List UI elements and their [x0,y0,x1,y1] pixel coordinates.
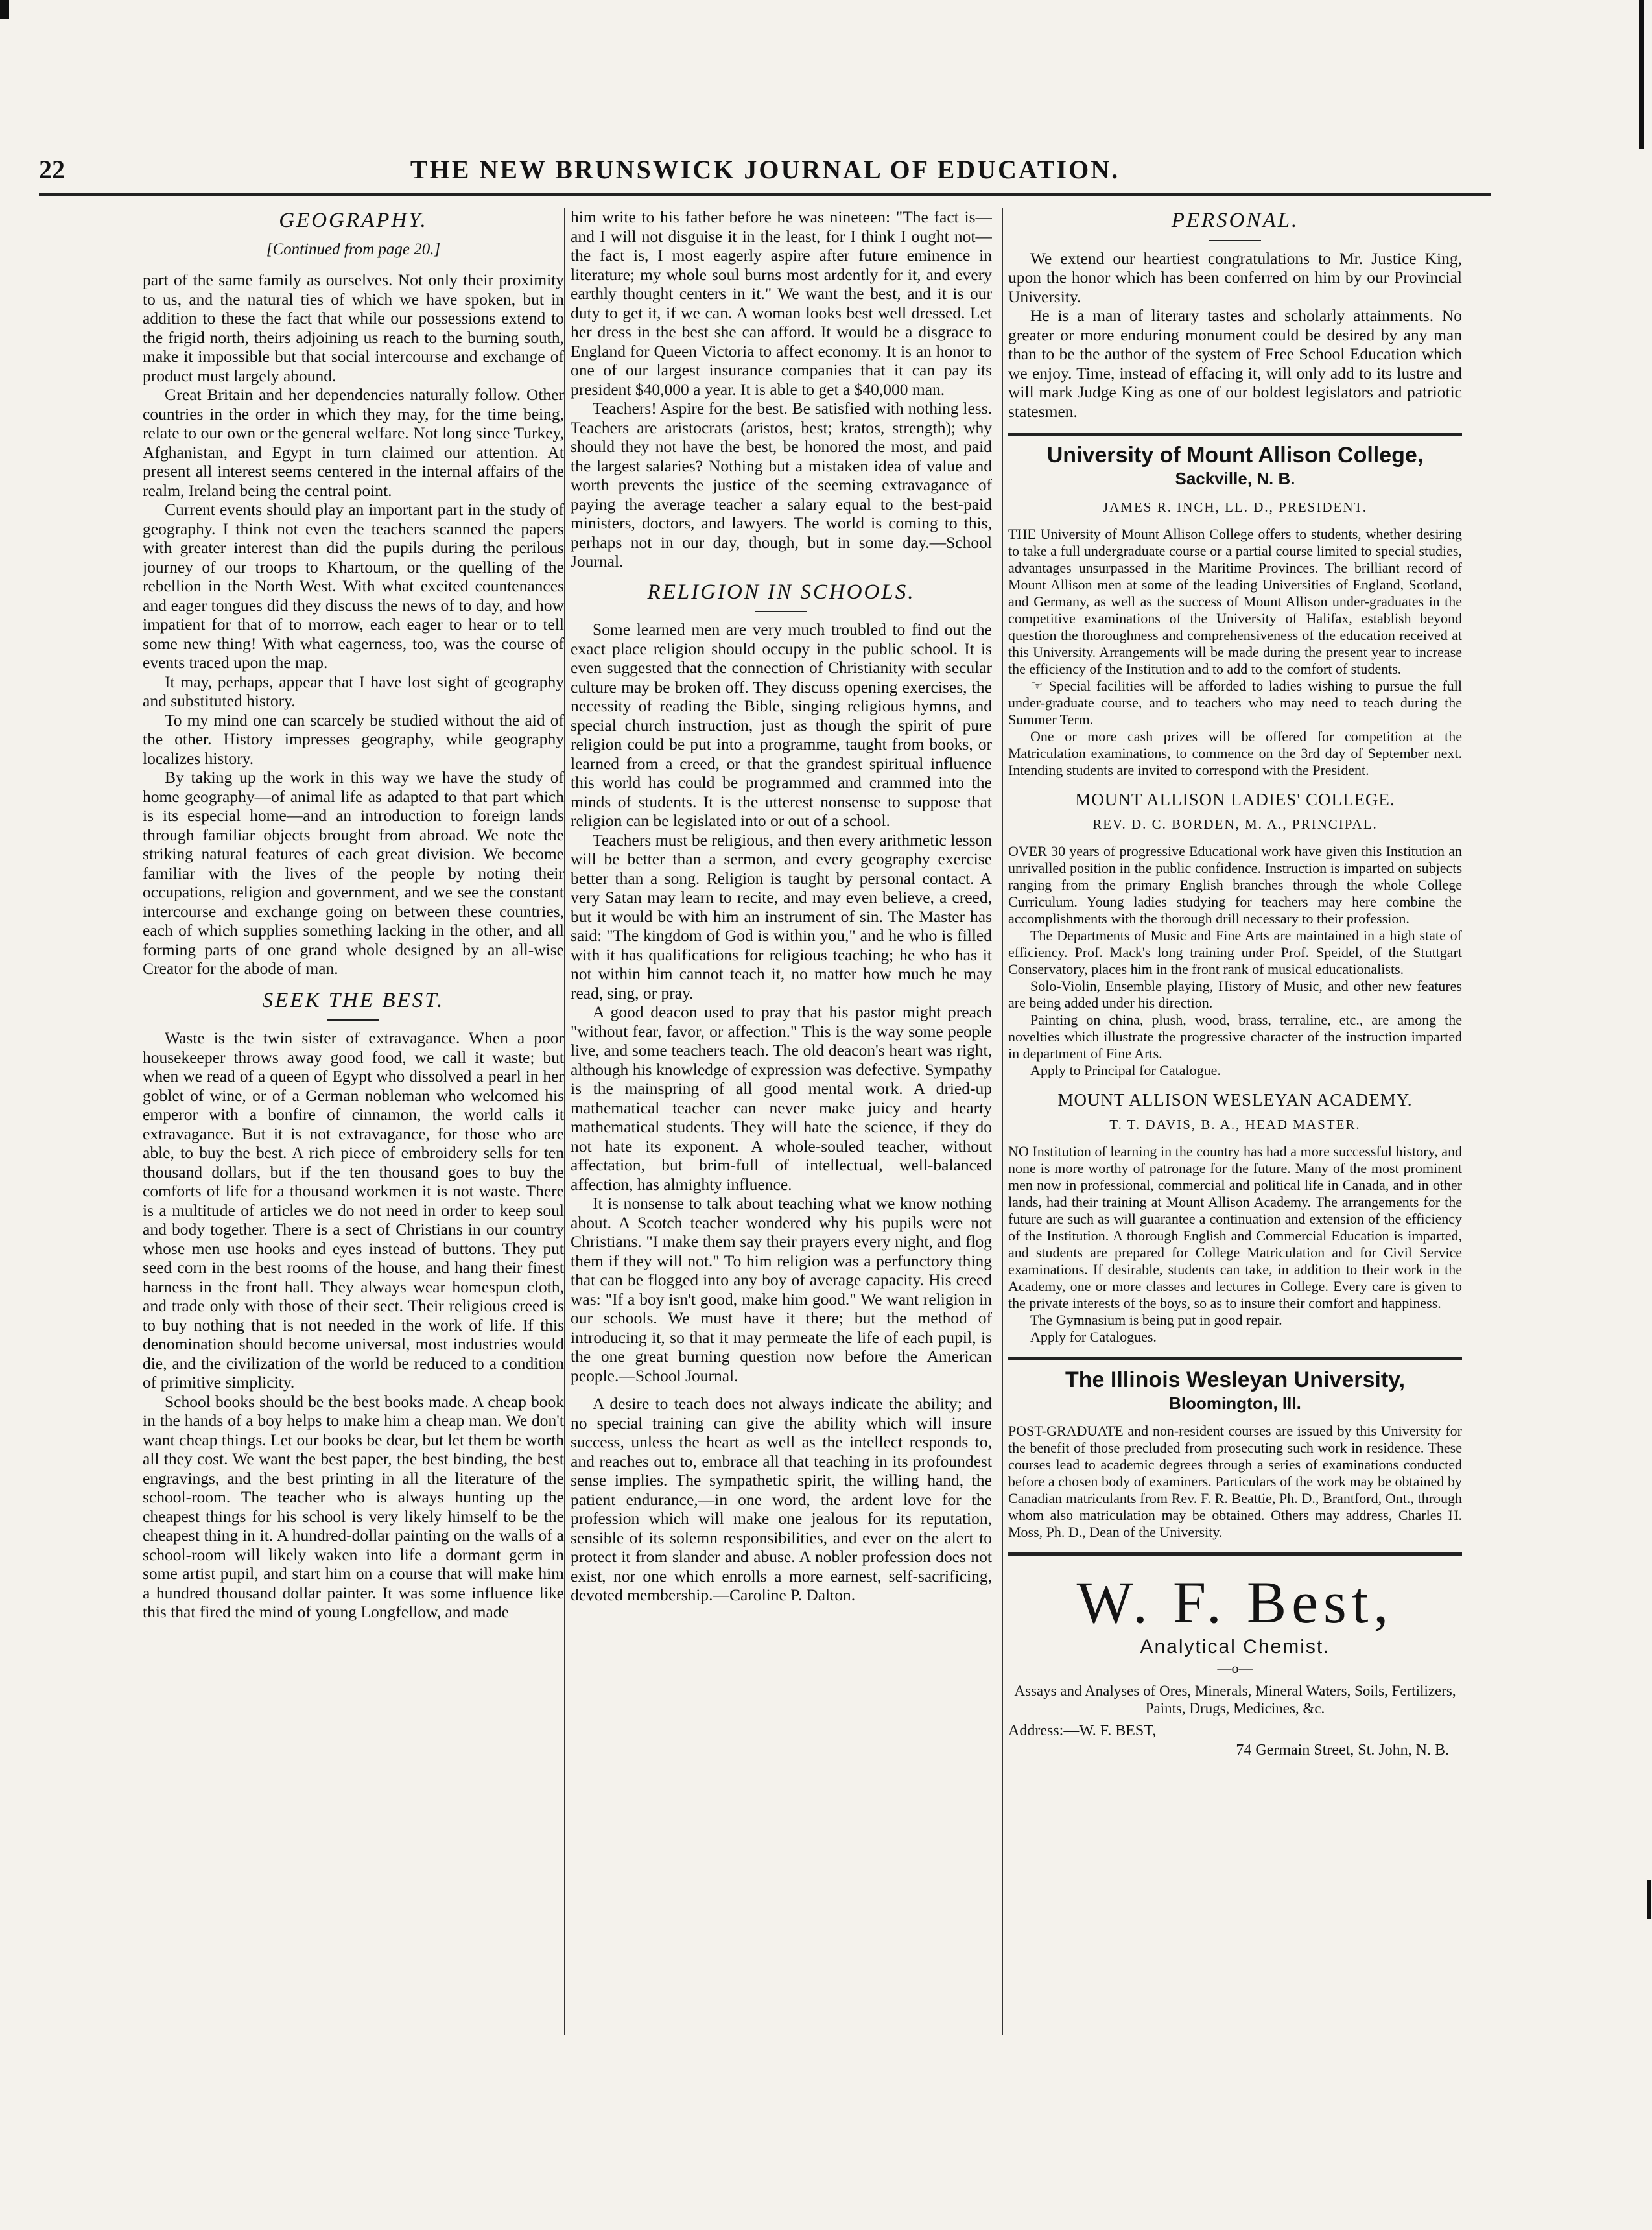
title-rule [327,1019,379,1021]
continued-note: [Continued from page 20.] [266,240,441,258]
ladies-college-title: MOUNT ALLISON LADIES' COLLEGE. [1075,790,1395,809]
ladies-college-paragraph: OVER 30 years of progressive Educational work have given this Institution an unrivalled position in the public confidence. Instruction is imparted on subjects ranging from the primary English branches through the whole College Curriculum. Young ladies studying for teachers may here combine the accomplishments with the thorough drill necessary to their profession. [1008,843,1462,927]
geography-paragraph: Great Britain and her dependencies naturally follow. Other countries in the order in which they may, for the time being, relate to our own or the general welfare. Not long since Turkey, Afghanistan, and Egypt in turn claimed our attention. At present all interest seems centered in the internal affairs of the realm, Ireland being the central point. [143,385,564,500]
ladies-college-paragraph: Apply to Principal for Catalogue. [1030,1062,1221,1078]
scan-mark [1647,1880,1651,1919]
seek-paragraph: School books should be the best books made. A cheap book in the hands of a boy helps to make him a cheap man. We don't want cheap things. Let our books be dear, but let them be worth all they cost. We want the best paper, the best binding, the best engravings, and the best printing in all the literature of the school-room. The teacher who is always hunting up the cheapest things for his school is very likely himself to be the cheapest thing in it. A hundred-dollar painting on the walls of a school-room will likely waken into life a dormant germ in some artist pupil, and start him on a course that will make him a hundred thousand dollar painter. It was some influence like this that fired the mind of young Longfellow, and made [143,1392,564,1621]
scan-mark [1639,0,1644,149]
academy-master: T. T. DAVIS, B. A., HEAD MASTER. [1109,1116,1361,1132]
personal-title: PERSONAL. [1171,209,1299,232]
ladies-college-paragraph: Solo-Violin, Ensemble playing, History of Music, and other new features are being added under his direction. [1008,978,1462,1011]
column-left [143,208,564,2029]
column-right [1008,208,1462,2029]
mount-allison-president: JAMES R. INCH, LL. D., PRESIDENT. [1102,499,1368,515]
illinois-paragraph: POST-GRADUATE and non-resident courses are issued by this University for the benefit of those precluded from prosecuting such work in residence. These courses lead to academic degrees through a series of examinations conducted before a chosen body of examiners. Particulars of the work may be obtained by Canadian matriculants from Rev. F. R. Beattie, Ph. D., Brantford, Ont., through whom also matriculation may be obtained. Others may address, Charles H. Moss, Ph. D., Dean of the University. [1008,1422,1462,1540]
title-rule [755,611,807,612]
scan-mark [0,0,9,19]
religion-paragraph: It is nonsense to talk about teaching what we know nothing about. A Scotch teacher wondered why his pupils were not Christians. "I make them say their prayers every night, and flog them if they will not." To him religion was a perfunctory thing that can be flogged into any boy of average capacity. His creed was: "If a boy isn't good, make him good." We want religion in our schools. We must have it there; but the method of introducing it, so that it may permeate the life of each pupil, is the one great burning question now before the American people.—School Journal. [571,1194,992,1385]
academy-title: MOUNT ALLISON WESLEYAN ACADEMY. [1057,1090,1413,1109]
journal-title: THE NEW BRUNSWICK JOURNAL OF EDUCATION. [410,155,1120,184]
header-rule [39,193,1491,196]
page-number: 22 [39,155,65,184]
ladies-college-paragraph: The Departments of Music and Fine Arts are maintained in a high state of efficiency. Prof. Mack's long training under Prof. Speidel, of the Stuttgart Conservatory, places him in the front rank of musical educationalists. [1008,927,1462,977]
section-rule [1008,1552,1462,1556]
geography-paragraph: Current events should play an important part in the study of geography. I think not even the teachers scanned the papers with greater interest than did the pupils during the perilous journey of our troops to Khartoum, or the quelling of the rebellion in the North West. With what excited countenances and eager tongues did they discuss the news of to day, and how impatient for that of to morrow, each eager to hear or to tell some new thing! With what eagerness, too, was the course of events traced upon the map. [143,500,564,672]
seek-paragraph: Waste is the twin sister of extravagance. When a poor housekeeper throws away good food, we call it waste; but when we read of a queen of Egypt who dissolved a pearl in her goblet of wine, or of a German nobleman who welcomed his emperor with a bonfire of cinnamon, the world calls it extravagance. But it is not extravagance, for those who are able, to buy the best. A rich piece of embroidery sells for ten thousand dollars, but if the ten thousand goes to buy the comforts of life for a thousand workmen it is not waste. There is a multitude of articles we do not need in order to keep soul and body together. There is a sect of Christians in our country whose men use hooks and eyes instead of buttons. They put seed corn in the best rooms of the house, and hang their finest harness in the front hall. They always wear homespun cloth, and trade only with those of their sect. Their religious creed is to buy nothing that is not needed in the work of life. If this denomination should become universal, most industries would die, and the civilization of the world be reduced to a condition of primitive simplicity. [143,1028,564,1392]
seek-title: SEEK THE BEST. [262,988,445,1012]
teaching-paragraph: A desire to teach does not always indicate the ability; and no special training can give the ability which will insure success, unless the heart as well as the intellect responds to, and reaches out to, embrace all that teaching in its profoundest sense implies. The sympathetic spirit, the willing hand, the patient endurance,—in one word, the ardent love for the profession which will make one jealous for its reputation, sensible of its solemn responsibilities, and ever on the alert to protect it from slander and abuse. A nobler profession does not exist, nor one which enrolls a more earnest, self-sacrificing, devoted membership.—Caroline P. Dalton. [571,1394,992,1604]
illinois-title: The Illinois Wesleyan University, [1065,1368,1406,1392]
best-address: 74 Germain Street, St. John, N. B. [1236,1741,1449,1759]
mount-allison-place: Sackville, N. B. [1175,469,1295,488]
ladies-college-paragraph: Painting on china, plush, wood, brass, terraline, etc., are among the novelties which illustrate the progressive character of the instruction imparted in department of Fine Arts. [1008,1012,1462,1062]
personal-paragraph: He is a man of literary tastes and scholarly attainments. No greater or more enduring monument could be desired by any man than to be the author of the system of Free School Education which we enjoy. Time, instead of effacing it, will only add to its lustre and will mark Judge King as one of our boldest legislators and patriotic statesmen. [1008,306,1462,421]
best-name: W. F. Best, [1076,1569,1394,1635]
section-rule [1008,1357,1462,1360]
mount-allison-paragraph: One or more cash prizes will be offered for competition at the Matriculation examinations, to commence on the 3rd day of September next. Intending students are invited to correspond with the President. [1008,728,1462,778]
geography-title: GEOGRAPHY. [279,209,428,232]
ladies-college-principal: REV. D. C. BORDEN, M. A., PRINCIPAL. [1092,816,1378,832]
personal-paragraph: We extend our heartiest congratulations to Mr. Justice King, upon the honor which has been conferred on him by our Provincial University. [1008,248,1462,306]
best-address-label: Address:—W. F. BEST, [1008,1722,1157,1739]
academy-paragraph: The Gymnasium is being put in good repair. [1030,1312,1282,1328]
best-services: Assays and Analyses of Ores, Minerals, Mineral Waters, Soils, Fertilizers, Paints, Drugs, Medicines, &c. [1014,1682,1456,1716]
title-rule [1209,240,1261,241]
ornament: —o— [1217,1660,1253,1676]
column-divider [564,208,565,2035]
religion-paragraph: A good deacon used to pray that his pastor might preach "without fear, favor, or affection." This is the way some people live, and some teachers teach. The old deacon's heart was right, although his knowledge of expression was defective. Sympathy is the mainspring of all good mental work. A dried-up mathematical teacher can never make juicy and hearty mathematical students. They will hate the science, if they do not hate its exponent. A whole-souled teacher, without affectation, but brim-full of intellectual, well-balanced affection, has almighty influence. [571,1002,992,1194]
column-divider [1002,208,1003,2035]
illinois-place: Bloomington, Ill. [1169,1394,1301,1413]
religion-paragraph: Teachers must be religious, and then every arithmetic lesson will be better than a sermon, and every geography exercise better than a song. Religion is taught by personal contact. A very Satan may learn to recite, and may even believe, a creed, but it would be with him an instrument of sin. The Master has said: "The kingdom of God is within you," and he who is filled with it has qualifications for religious teaching; he who has it not within him cannot teach it, no matter how much he may read, sing, or pray. [571,830,992,1002]
geography-paragraph: It may, perhaps, appear that I have lost sight of geography and substituted history. [143,672,564,710]
mount-allison-title: University of Mount Allison College, [1046,443,1424,468]
seek-continued-paragraph: him write to his father before he was nineteen: "The fact is—and I will not disguise it in the least, for I think I ought not—the fact is, I most eagerly aspire after future eminence in literature; my whole soul burns most ardently for it, and every earthly thought centers in it." We want the best, and it is our duty to get it, if we can. A woman looks best well dressed. Let her dress in the best she can afford. It would be a disgrace to England for Queen Victoria to affect economy. It is an honor to one of our largest insurance companies that it can pay its president $40,000 a year. It is able to get a $40,000 man. [571,208,992,399]
religion-paragraph: Some learned men are very much troubled to find out the exact place religion should occupy in the public school. It is even suggested that the connection of Christianity with secular culture may be broken off. They discuss opening exercises, the necessity of reading the Bible, singing religious hymns, and special church instruction, just as though the spirit of pure religion could be put into a programme, taught from books, or learned from a creed, or that the grandest spiritual influence this world has could be programmed and crammed into the minds of students. It is the utterest nonsense to suppose that religion can be legislated into or out of a school. [571,620,992,830]
geography-paragraph: To my mind one can scarcely be studied without the aid of the other. History impresses geography, while geography localizes history. [143,710,564,768]
geography-paragraph: part of the same family as ourselves. Not only their proximity to us, and the natural ties of which we have spoken, but in addition to these the fact that while our possessions extend to the frigid north, theirs adjoining us reach to the burning south, make it impossible but that social intercourse and exchange of product must largely abound. [143,270,564,385]
best-role: Analytical Chemist. [1140,1635,1330,1657]
column-middle [571,208,992,2029]
religion-title: RELIGION IN SCHOOLS. [647,580,915,604]
mount-allison-paragraph: THE University of Mount Allison College offers to students, whether desiring to take a full undergraduate course or a partial course limited to special studies, advantages unsurpassed in the Maritime Provinces. The brilliant record of Mount Allison men at some of the leading Universities of England, Scotland, and Germany, as well as the success of Mount Allison under-graduates in the competitive examinations of the University of Halifax, establish beyond question the thoroughness and comprehensiveness of the education received at this University. Arrangements will be made during the present year to increase the efficiency of the Institution and to add to the comfort of students. [1008,526,1462,677]
seek-continued-paragraph: Teachers! Aspire for the best. Be satisfied with nothing less. Teachers are aristocrats (aristos, best; kratos, strength); why should they not have the best, be honored the most, and paid the largest salaries? Nothing but a mistaken idea of value and worth prevents the justice of the seeming extravagance of paying the average teacher a salary equal to the best-paid ministers, doctors, and lawyers. The world is coming to this, perhaps not in our day, though, but in some day.—School Journal. [571,399,992,571]
academy-paragraph: Apply for Catalogues. [1030,1329,1157,1345]
page-header [39,154,1491,193]
academy-paragraph: NO Institution of learning in the country has had a more successful history, and none is more worthy of patronage for the future. Many of the most prominent men now in professional, commercial and political life in Canada, and in other lands, had their training at Mount Allison Academy. The arrangements for the future are such as will guarantee a continuation and extension of the efficiency of the Institution. A thorough English and Commercial Education is imparted, and students are prepared for College Matriculation and for Civil Service examinations. If desirable, students can take, in addition to their work in the Academy, one or more classes and lectures in College. Every care is given to the private interests of the boys, so as to insure their comfort and happiness. [1008,1143,1462,1311]
geography-paragraph: By taking up the work in this way we have the study of home geography—of animal life as adapted to that part which is its especial home—and an introduction to foreign lands through familiar objects brought from abroad. We note the striking natural features of each great division. We become familiar with the lives of the people by noting their occupations, religion and government, and we see the constant intercourse and exchange going on between these countries, each of which supplies something lacking in the other, and all forming parts of one grand whole designed by an all-wise Creator for the abode of man. [143,768,564,978]
section-rule [1008,433,1462,436]
mount-allison-paragraph: ☞ Special facilities will be afforded to ladies wishing to pursue the full under-graduate course, and to teachers who may need to teach during the Summer Term. [1008,678,1462,728]
